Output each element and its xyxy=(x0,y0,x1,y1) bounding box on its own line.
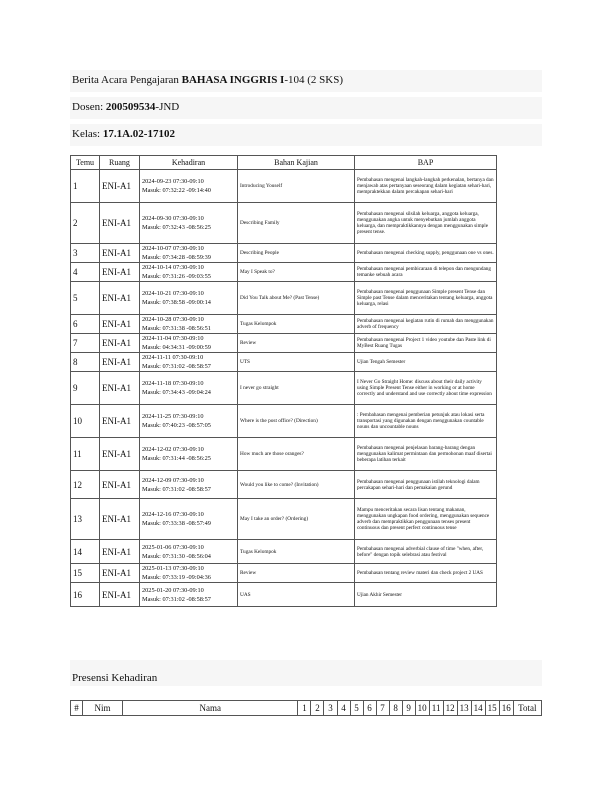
kehadiran-cell-text: 2024-12-16 07:30-09:10 xyxy=(142,511,204,518)
bahan-kajian-cell-text: Review xyxy=(240,340,257,346)
bap-cell xyxy=(355,438,497,471)
temu-cell-text: 10 xyxy=(73,416,82,426)
bap-cell-text: Pembahasan mengenai Project 1 video youtube dan Paste link di MyBest Ruang Tugas xyxy=(357,337,491,349)
table-row xyxy=(71,170,497,203)
title-prefix: Berita Acara Pengajaran xyxy=(72,74,182,86)
bahan-kajian-cell xyxy=(238,263,355,282)
table-row xyxy=(71,438,497,471)
kehadiran-cell-text: Masuk: 07:34:28 -08:59:39 xyxy=(142,254,211,261)
bahan-kajian-cell-text: UAS xyxy=(240,591,251,598)
bahan-kajian-cell-text: Tugas Kelompok xyxy=(240,548,277,555)
ruang-cell-text: ENI-A1 xyxy=(102,568,131,578)
bahan-kajian-cell xyxy=(238,540,355,564)
bap-cell xyxy=(355,170,497,203)
presensi-col-header: 11 xyxy=(429,701,443,716)
presensi-col-header: 7 xyxy=(376,701,389,716)
presensi-col-header: Nim xyxy=(83,701,123,716)
presensi-col-header: 16 xyxy=(499,701,513,716)
temu-cell-text: 16 xyxy=(73,589,82,600)
bap-cell xyxy=(355,564,497,583)
temu-cell xyxy=(71,334,100,353)
presensi-col-header: Nama xyxy=(123,701,298,716)
kehadiran-cell-text: Masuk: 07:31:38 -08:56:51 xyxy=(142,325,211,332)
ruang-cell-text: ENI-A1 xyxy=(102,248,131,258)
kehadiran-cell-text: Masuk: 07:31:26 -09:03:55 xyxy=(142,273,211,280)
kehadiran-cell-text: 2024-10-28 07:30-09:10 xyxy=(142,316,204,323)
kehadiran-cell xyxy=(140,499,238,540)
kehadiran-cell-text: 2025-01-13 07:30-09:10 xyxy=(142,565,204,572)
kehadiran-cell-text: 2024-10-21 07:30-09:10 xyxy=(142,290,204,297)
table-row xyxy=(71,540,497,564)
bahan-kajian-cell-text: Did You Talk about Me? (Past Tense) xyxy=(240,295,320,301)
bap-cell-text: Pembahasan mengenai checking supply, penggunaan one vs ones. xyxy=(357,250,494,256)
temu-cell-text: 9 xyxy=(73,383,78,393)
bahan-kajian-cell xyxy=(238,244,355,263)
kehadiran-cell-text: Masuk: 07:40:23 -08:57:05 xyxy=(142,422,211,429)
bahan-kajian-cell xyxy=(238,564,355,583)
bap-cell-text: Pembahasan mengenai langkah-langkah perkenalan, bertanya dan menjawab atas pertanyaan seseorang dalam kegiatan sehari-hari, mempraktekkan dalam percakapan sehari-hari xyxy=(357,177,494,195)
kehadiran-cell-text: Masuk: 04:34:31 -09:00:59 xyxy=(142,344,211,351)
ruang-cell-text: ENI-A1 xyxy=(102,181,131,191)
kelas-line xyxy=(72,128,175,140)
temu-cell-text: 3 xyxy=(73,248,78,258)
ruang-cell-text: ENI-A1 xyxy=(102,449,131,459)
ruang-cell xyxy=(100,203,140,244)
kehadiran-cell-text: Masuk: 07:38:58 -09:00:14 xyxy=(142,299,211,306)
bahan-kajian-cell-text: Introducing Youself xyxy=(240,183,283,189)
kehadiran-cell-text: 2024-10-14 07:30-09:10 xyxy=(142,264,204,271)
presensi-col-header: 14 xyxy=(471,701,485,716)
kehadiran-cell xyxy=(140,438,238,471)
bap-cell xyxy=(355,334,497,353)
course-code: -104 (2 SKS) xyxy=(284,74,344,86)
kehadiran-cell-text: 2024-09-30 07:30-09:10 xyxy=(142,215,204,222)
kehadiran-cell xyxy=(140,170,238,203)
col-header-bahan-kajian: Bahan Kajian xyxy=(238,156,355,170)
presensi-col-header: 15 xyxy=(485,701,499,716)
ruang-cell-text: ENI-A1 xyxy=(102,514,131,524)
bahan-kajian-cell-text: Where is the post office? (Direction) xyxy=(240,418,318,424)
temu-cell-text: 13 xyxy=(73,514,82,524)
ruang-cell xyxy=(100,540,140,564)
col-header-temu: Temu xyxy=(71,156,100,170)
table-row xyxy=(71,244,497,263)
kehadiran-cell-text: 2024-10-07 07:30-09:10 xyxy=(142,245,204,252)
bap-cell-text: Ujian Tengah Semester xyxy=(357,359,406,365)
kehadiran-cell-text: 2024-12-02 07:30-09:10 xyxy=(142,446,204,453)
bap-cell xyxy=(355,583,497,607)
ruang-cell-text: ENI-A1 xyxy=(102,357,131,367)
kehadiran-cell xyxy=(140,583,238,607)
kehadiran-cell xyxy=(140,282,238,315)
bahan-kajian-cell-text: How much are those oranges? xyxy=(240,451,304,457)
bap-cell-text: Pembahasan mengenai kegiatan rutin di rumah dan menggunakan adverb of frequency xyxy=(357,318,494,330)
bap-cell-text: Pembahasan mengenai penjelasan barang-barang dengan menggunakan kalimat permintaan dan permohonan maaf disertai beberapa latihan terkait xyxy=(357,445,492,463)
temu-cell-text: 7 xyxy=(73,338,78,348)
presensi-col-header: 1 xyxy=(298,701,311,716)
document-title xyxy=(72,74,343,86)
temu-cell xyxy=(71,471,100,499)
presensi-col-header: 4 xyxy=(337,701,350,716)
ruang-cell-text: ENI-A1 xyxy=(102,319,131,329)
table-row xyxy=(71,372,497,405)
bap-cell-text: I Never Go Straight Home: discuss about their daily activity using Simple Present Tense either in working or at home correctly and understand and use correctly about time expression xyxy=(357,379,492,397)
bap-cell-text: Ujian Akhir Semester xyxy=(357,591,402,598)
ruang-cell-text: ENI-A1 xyxy=(102,416,131,426)
temu-cell xyxy=(71,170,100,203)
dosen-line xyxy=(72,101,179,113)
temu-cell-text: 5 xyxy=(73,293,78,303)
temu-cell-text: 15 xyxy=(73,568,82,578)
bahan-kajian-cell-text: I never go straight xyxy=(240,385,279,391)
kehadiran-cell xyxy=(140,564,238,583)
dosen-id: 200509534 xyxy=(105,101,156,113)
bap-cell-text: Pembahasan mengenai penggunaan istilah teknologi dalam percakapan sehari-hari dan pemakaian gerund xyxy=(357,478,480,491)
presensi-header-row xyxy=(71,701,542,716)
bahan-kajian-cell xyxy=(238,334,355,353)
ruang-cell xyxy=(100,499,140,540)
kehadiran-cell-text: Masuk: 07:33:19 -09:04:36 xyxy=(142,574,211,581)
temu-cell xyxy=(71,203,100,244)
ruang-cell xyxy=(100,438,140,471)
ruang-cell xyxy=(100,315,140,334)
kehadiran-cell-text: 2024-11-18 07:30-09:10 xyxy=(142,380,204,387)
bap-cell xyxy=(355,203,497,244)
bap-cell-text: Pembahasan mengenai penggunaan Simple present Tense dan Simple past Tense dalam menceritakan tentang keluarga, anggota keluarga, relasi xyxy=(357,289,493,307)
table-row xyxy=(71,334,497,353)
bahan-kajian-cell xyxy=(238,315,355,334)
bap-cell-text: : Pembahasan mengenai pemberian petunjuk atau lokasi serta transportasi yang digunakan dengan menggunakan countable nouns dan uncountable nouns xyxy=(357,412,485,430)
bap-cell xyxy=(355,372,497,405)
ruang-cell xyxy=(100,564,140,583)
ruang-cell xyxy=(100,244,140,263)
bahan-kajian-cell xyxy=(238,405,355,438)
kehadiran-cell xyxy=(140,540,238,564)
table-row xyxy=(71,315,497,334)
bahan-kajian-cell-text: Would you like to come? (Invitation) xyxy=(240,481,319,488)
kehadiran-cell xyxy=(140,263,238,282)
kehadiran-cell-text: 2025-01-06 07:30-09:10 xyxy=(142,543,204,551)
table-row xyxy=(71,282,497,315)
kehadiran-cell-text: Masuk: 07:31:30 -08:56:04 xyxy=(142,552,211,560)
temu-cell-text: 4 xyxy=(73,267,78,277)
bap-cell xyxy=(355,471,497,499)
ruang-cell-text: ENI-A1 xyxy=(102,589,131,600)
course-name: BAHASA INGGRIS I xyxy=(181,74,285,86)
bap-table xyxy=(70,155,497,607)
bahan-kajian-cell xyxy=(238,438,355,471)
temu-cell xyxy=(71,583,100,607)
bap-cell-text: Mampu menceritakan secara lisan tentang makanan, menggunakan ungkapan food ordering, menggunakan sequence adverb dan mempraktikkan penggunaan tenses present continuous dan present perfect continuous tense xyxy=(357,507,490,531)
temu-cell xyxy=(71,353,100,372)
kehadiran-cell-text: Masuk: 07:32:43 -08:56:25 xyxy=(142,224,211,231)
bap-body xyxy=(71,170,497,607)
table-row xyxy=(71,353,497,372)
temu-cell xyxy=(71,263,100,282)
kehadiran-cell xyxy=(140,203,238,244)
ruang-cell-text: ENI-A1 xyxy=(102,479,131,490)
temu-cell-text: 14 xyxy=(73,546,82,557)
kehadiran-cell-text: 2024-11-11 07:30-09:10 xyxy=(142,354,204,361)
bap-cell xyxy=(355,263,497,282)
table-row xyxy=(71,499,497,540)
presensi-col-header: 12 xyxy=(443,701,457,716)
presensi-col-header: 9 xyxy=(402,701,415,716)
kehadiran-cell-text: Masuk: 07:31:02 -08:58:57 xyxy=(142,485,211,493)
temu-cell-text: 2 xyxy=(73,218,78,228)
temu-cell xyxy=(71,499,100,540)
presensi-col-header: 5 xyxy=(350,701,363,716)
bahan-kajian-cell xyxy=(238,471,355,499)
col-header-bap: BAP xyxy=(355,156,497,170)
ruang-cell-text: ENI-A1 xyxy=(102,267,131,277)
kehadiran-cell-text: 2024-09-23 07:30-09:10 xyxy=(142,178,204,185)
presensi-col-header: # xyxy=(71,701,83,716)
kehadiran-cell xyxy=(140,372,238,405)
col-header-ruang: Ruang xyxy=(100,156,140,170)
presensi-col-header: 10 xyxy=(415,701,429,716)
temu-cell-text: 12 xyxy=(73,479,82,490)
table-row xyxy=(71,203,497,244)
kehadiran-cell xyxy=(140,315,238,334)
temu-cell-text: 1 xyxy=(73,181,78,191)
bap-cell xyxy=(355,315,497,334)
bahan-kajian-cell-text: UTS xyxy=(240,359,251,365)
temu-cell xyxy=(71,282,100,315)
kehadiran-cell xyxy=(140,334,238,353)
bap-header-row xyxy=(71,156,497,170)
ruang-cell xyxy=(100,170,140,203)
temu-cell xyxy=(71,405,100,438)
ruang-cell xyxy=(100,353,140,372)
bahan-kajian-cell-text: May I take an order? (Ordering) xyxy=(240,516,309,522)
dosen-suffix: -JND xyxy=(155,101,180,113)
bahan-kajian-cell-text: Describing People xyxy=(240,250,279,256)
ruang-cell-text: ENI-A1 xyxy=(102,383,131,393)
bap-cell-text: Pembahasan tentang review materi dan check project 2 UAS xyxy=(357,570,483,576)
bahan-kajian-cell xyxy=(238,282,355,315)
bahan-kajian-cell xyxy=(238,353,355,372)
kehadiran-cell-text: 2025-01-20 07:30-09:10 xyxy=(142,586,204,594)
kehadiran-cell-text: Masuk: 07:32:22 -09:14:40 xyxy=(142,187,211,194)
bap-cell xyxy=(355,405,497,438)
kelas-label: Kelas: xyxy=(72,128,103,140)
bahan-kajian-cell xyxy=(238,372,355,405)
temu-cell xyxy=(71,244,100,263)
table-row xyxy=(71,405,497,438)
bahan-kajian-cell xyxy=(238,499,355,540)
col-header-kehadiran: Kehadiran xyxy=(140,156,238,170)
bap-cell xyxy=(355,540,497,564)
kehadiran-cell-text: Masuk: 07:31:02 -08:58:57 xyxy=(142,363,211,370)
kehadiran-cell xyxy=(140,405,238,438)
kehadiran-cell-text: Masuk: 07:34:43 -09:04:24 xyxy=(142,389,211,396)
temu-cell xyxy=(71,315,100,334)
presensi-col-header: 8 xyxy=(389,701,402,716)
table-row xyxy=(71,564,497,583)
ruang-cell xyxy=(100,263,140,282)
bap-cell xyxy=(355,499,497,540)
temu-cell xyxy=(71,372,100,405)
bahan-kajian-cell-text: May I Speak to? xyxy=(240,269,275,275)
ruang-cell xyxy=(100,372,140,405)
presensi-col-header: 2 xyxy=(311,701,324,716)
temu-cell xyxy=(71,438,100,471)
bap-cell xyxy=(355,353,497,372)
presensi-table xyxy=(70,700,542,716)
temu-cell-text: 6 xyxy=(73,319,78,329)
kehadiran-cell-text: Masuk: 07:31:02 -08:58:57 xyxy=(142,595,211,603)
ruang-cell-text: ENI-A1 xyxy=(102,338,131,348)
ruang-cell-text: ENI-A1 xyxy=(102,218,131,228)
bap-cell-text: Pembahasan mengenai adverbial clause of time "when, after, before" dengan topik selebrasi atau festival xyxy=(357,545,484,558)
kehadiran-cell-text: Masuk: 07:33:38 -08:57:49 xyxy=(142,520,211,527)
kehadiran-cell xyxy=(140,471,238,499)
ruang-cell xyxy=(100,405,140,438)
dosen-label: Dosen: xyxy=(72,101,106,113)
bap-cell xyxy=(355,244,497,263)
ruang-cell xyxy=(100,583,140,607)
bahan-kajian-cell-text: Tugas Kelompok xyxy=(240,321,277,327)
ruang-cell xyxy=(100,471,140,499)
kehadiran-cell-text: 2024-11-25 07:30-09:10 xyxy=(142,413,204,420)
bahan-kajian-cell-text: Review xyxy=(240,570,257,576)
bap-cell xyxy=(355,282,497,315)
table-row xyxy=(71,583,497,607)
kehadiran-cell xyxy=(140,244,238,263)
table-row xyxy=(71,263,497,282)
presensi-title: Presensi Kehadiran xyxy=(72,672,158,684)
ruang-cell xyxy=(100,282,140,315)
ruang-cell-text: ENI-A1 xyxy=(102,546,131,557)
kehadiran-cell-text: 2024-12-09 07:30-09:10 xyxy=(142,476,204,484)
temu-cell-text: 11 xyxy=(73,449,82,459)
ruang-cell xyxy=(100,334,140,353)
table-row xyxy=(71,471,497,499)
bahan-kajian-cell xyxy=(238,170,355,203)
kehadiran-cell-text: Masuk: 07:31:44 -08:56:25 xyxy=(142,455,211,462)
temu-cell xyxy=(71,564,100,583)
bahan-kajian-cell xyxy=(238,583,355,607)
kehadiran-cell xyxy=(140,353,238,372)
presensi-col-header: 6 xyxy=(363,701,376,716)
presensi-col-header: Total xyxy=(513,701,541,716)
bap-cell-text: Pembahasan mengenai pembicaraan di telepon dan mengundang temanke sebuah acara xyxy=(357,266,491,278)
presensi-col-header: 3 xyxy=(324,701,337,716)
presensi-col-header: 13 xyxy=(457,701,471,716)
bahan-kajian-cell xyxy=(238,203,355,244)
kehadiran-cell-text: 2024-11-04 07:30-09:10 xyxy=(142,335,204,342)
ruang-cell-text: ENI-A1 xyxy=(102,293,131,303)
bap-cell-text: Pembahasan mengenai silsilah keluarga, anggota keluarga, menggunakan angka untuk menyebutkan jumlah anggota keluarga, dan mempraktikkannya dengan menggunakan simple present tense. xyxy=(357,211,488,235)
bahan-kajian-cell-text: Describing Family xyxy=(240,220,280,226)
temu-cell xyxy=(71,540,100,564)
kelas-value: 17.1A.02-17102 xyxy=(102,128,175,140)
temu-cell-text: 8 xyxy=(73,357,78,367)
